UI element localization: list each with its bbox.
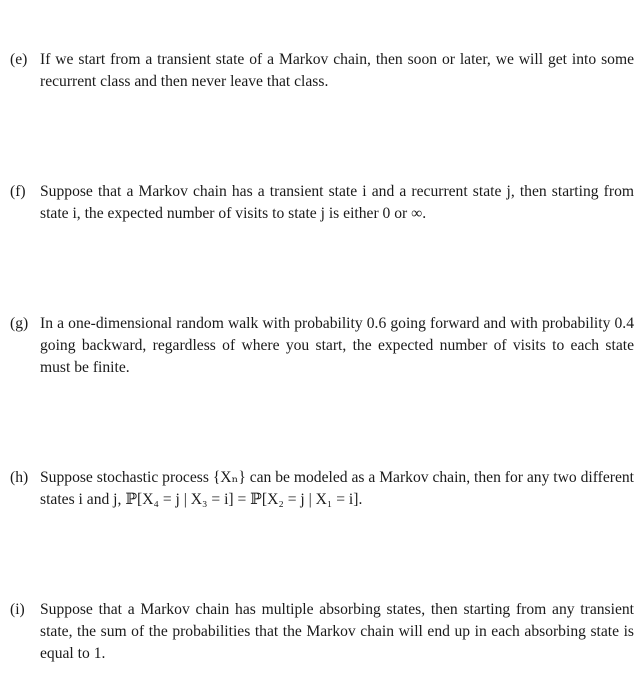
problem-h <box>10 467 634 511</box>
problem-label: (e) <box>10 51 28 68</box>
problem-i <box>10 599 634 665</box>
problem-text: Suppose that a Markov chain has a transient state i and a recurrent state j, then starting from state i, the expected number of visits to state j is either 0 or ∞. <box>40 183 634 222</box>
problem-text: In a one-dimensional random walk with probability 0.6 going forward and with probability 0.4 going backward, regardless of where you start, the expected number of visits to each state must be finite. <box>40 315 634 376</box>
problem-label: (g) <box>10 315 29 332</box>
problem-text: Suppose stochastic process {Xₙ} can be modeled as a Markov chain, then for any two different states i and j, ℙ[X₄ = j | X₃ = i] = ℙ[X₂ = j | X₁ = i]. <box>40 469 634 508</box>
problem-label: (h) <box>10 469 29 486</box>
problem-text: If we start from a transient state of a Markov chain, then soon or later, we will get into some recurrent class and then never leave that class. <box>40 51 634 90</box>
problem-text: Suppose that a Markov chain has multiple absorbing states, then starting from any transient state, the sum of the probabilities that the Markov chain will end up in each absorbing state is equal to 1. <box>40 601 634 662</box>
problem-g <box>10 313 634 379</box>
problem-label: (i) <box>10 601 25 618</box>
problem-label: (f) <box>10 183 26 200</box>
problem-e <box>10 49 634 93</box>
problem-f <box>10 181 634 225</box>
